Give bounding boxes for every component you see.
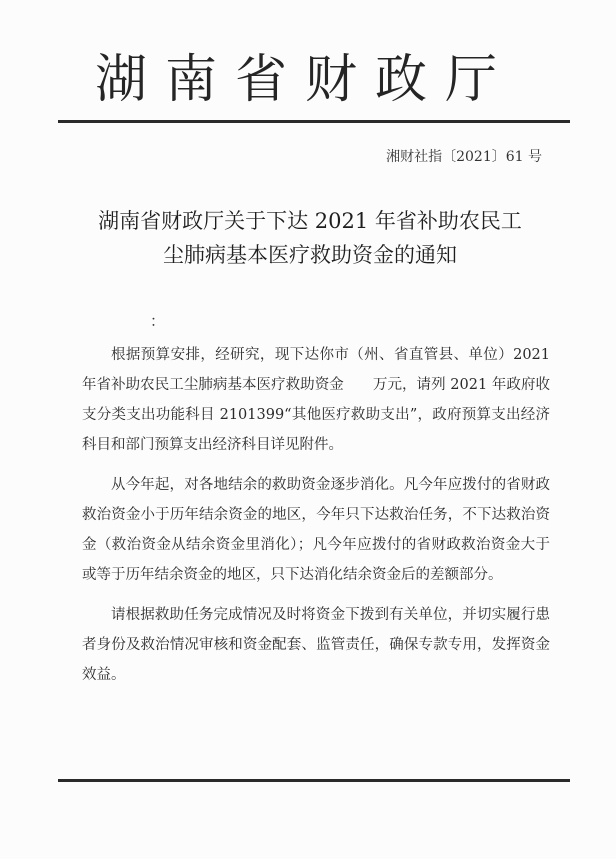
body-paragraph-3: 请根据救助任务完成情况及时将资金下拨到有关单位，并切实履行患者身份及救治情况审核和资金配套、监管责任，确保专款专用，发挥资金效益。 [82,607,550,683]
document-title [60,204,560,272]
title-line-1: 湖南省财政厅关于下达 2021 年省补助农民工 [98,209,522,233]
recipient-salutation: ： [150,312,166,330]
title-line-2: 尘肺病基本医疗救助资金的通知 [163,243,457,267]
document-number: 湘财社指〔2021〕61 号 [386,149,542,165]
masthead-divider [58,120,570,123]
body-paragraph-1: 根据预算安排，经研究，现下达你市（州、省直管县、单位）2021 年省补助农民工尘肺病基本医疗救助资金 万元，请列 2021 年政府收支分类支出功能科目 2101399“其他医疗救助支出”，政府预算支出经济科目和部门预算支出经济科目详见附件。 [82,347,550,453]
footer-divider [58,779,570,782]
masthead-org-name: 湖南省财政厅 [94,50,515,110]
document-body [82,340,550,700]
body-paragraph-2: 从今年起，对各地结余的救助资金逐步消化。凡今年应拨付的省财政救治资金小于历年结余资金的地区，今年只下达救治任务，不下达救治资金（救治资金从结余资金里消化）；凡今年应拨付的省财政救治资金大于或等于历年结余资金的地区，只下达消化结余资金后的差额部分。 [82,477,550,583]
